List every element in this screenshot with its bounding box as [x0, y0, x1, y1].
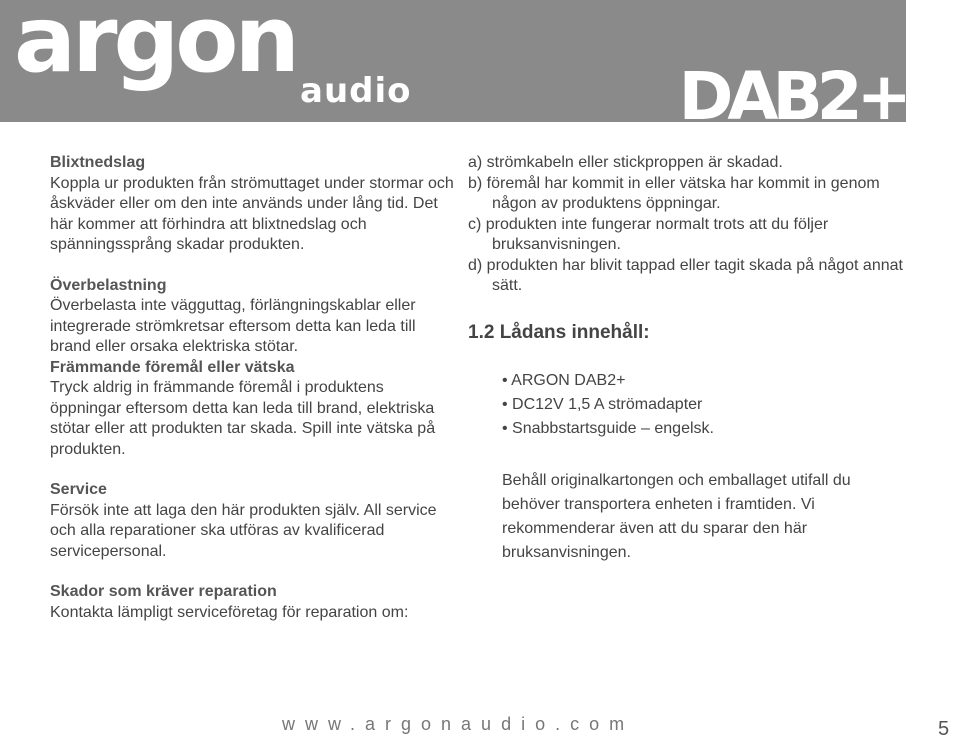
box-contents-list [502, 369, 908, 441]
section-body: Tryck aldrig in främmande föremål i produktens öppningar eftersom detta kan leda till brand, elektriska stötar eller att produkten tar skada. Spill inte vätska på produkten. [50, 379, 436, 458]
section-service [50, 480, 455, 562]
list-item: • ARGON DAB2+ [502, 369, 908, 393]
model-name: DAB2+ [678, 58, 906, 122]
section-title: Främmande föremål eller vätska [50, 358, 295, 376]
section-body: Försök inte att laga den här produkten själv. All service och alla reparationer ska utföras av kvalificerad servicepersonal. [50, 501, 437, 560]
list-item: d) produkten har blivit tappad eller tagit skada på något annat sätt. [468, 256, 903, 294]
list-item: a) strömkabeln eller stickproppen är skadad. [468, 154, 783, 171]
left-column [50, 153, 455, 643]
right-column [468, 153, 908, 565]
brand-sub: audio [300, 71, 412, 111]
list-item: b) föremål har kommit in eller vätska har kommit in genom någon av produktens öppningar. [468, 174, 880, 212]
keep-packaging-note: Behåll originalkartongen och emballaget utifall du behöver transportera enheten i framtiden. Vi rekommenderar även att du sparar den här bruksanvisningen. [502, 472, 851, 561]
section-body: Kontakta lämpligt serviceföretag för reparation om: [50, 603, 409, 621]
section-title: Skador som kräver reparation [50, 583, 277, 600]
damage-list [468, 153, 908, 297]
section-damage [50, 582, 455, 623]
list-item: c) produkten inte fungerar normalt trots att du följer bruksanvisningen. [468, 215, 829, 253]
list-item: • DC12V 1,5 A strömadapter [502, 393, 908, 417]
section-lightning [50, 153, 455, 256]
box-contents-heading: 1.2 Lådans innehåll: [468, 321, 650, 343]
header-banner [0, 0, 906, 122]
page-number: 5 [938, 718, 950, 740]
section-title: Blixtnedslag [50, 154, 146, 171]
section-overload [50, 276, 455, 358]
brand-logo: argon [14, 0, 297, 93]
section-body: Överbelasta inte vägguttag, förlängningskablar eller integrerade strömkretsar eftersom detta kan leda till brand eller orsaka elektriska stötar. [50, 297, 416, 355]
section-title: Service [50, 481, 107, 498]
section-body: Koppla ur produkten från strömuttaget under stormar och åskväder eller om den inte används under lång tid. Det här kommer att förhindra att blixtnedslag och spänningssprång skadar produkten. [50, 174, 454, 253]
list-item: • Snabbstartsguide – engelsk. [502, 417, 908, 441]
footer-url: www.argonaudio.com [282, 714, 635, 734]
section-title: Överbelastning [50, 276, 167, 294]
section-foreign-objects [50, 358, 455, 461]
